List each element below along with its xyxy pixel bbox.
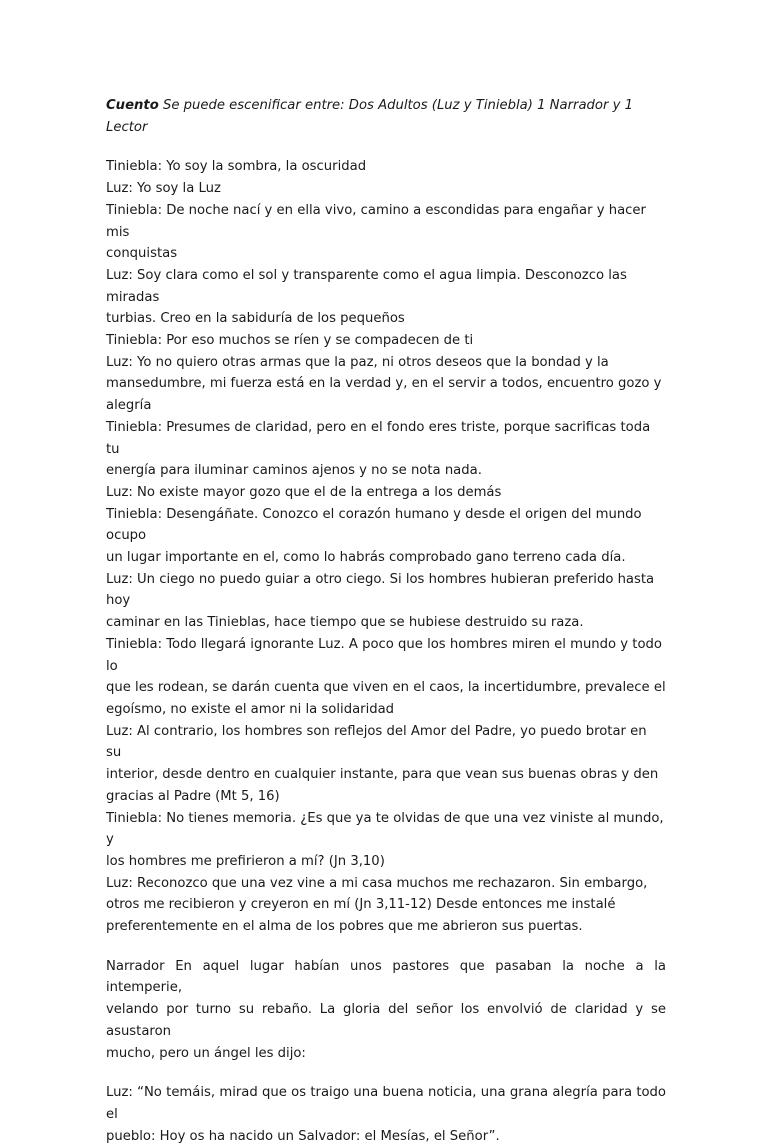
dialogue-line: egoísmo, no existe el amor ni la solidaridad [106,701,395,717]
dialogue-line: Luz: Yo no quiero otras armas que la paz, ni otros deseos que la bondad y la [106,354,609,370]
dialogue-line: Luz: Un ciego no puedo guiar a otro ciego. Si los hombres hubieran preferido hasta hoy [106,571,655,609]
dialogue-line: un lugar importante en el, como lo habrás comprobado gano terreno cada día. [106,550,626,566]
dialogue-line: Tiniebla: Todo llegará ignorante Luz. A poco que los hombres miren el mundo y todo lo [106,636,662,674]
dialogue-line: Luz: Reconozco que una vez vine a mi casa muchos me rechazaron. Sin embargo, [106,875,648,891]
heading-title: Cuento [106,98,159,113]
dialogue-line: conquistas [106,246,178,262]
dialogue-line: interior, desde dentro en cualquier instante, para que vean sus buenas obras y den [106,767,659,783]
document-heading [106,95,666,138]
dialogue-line: que les rodean, se darán cuenta que viven en el caos, la incertidumbre, prevalece el [106,680,666,696]
dialogue-line: Tiniebla: Por eso muchos se ríen y se compadecen de ti [106,333,474,349]
dialogue-line: Tiniebla: Presumes de claridad, pero en el fondo eres triste, porque sacrificas toda tu [106,419,651,457]
narrator-paragraph [106,956,666,1065]
dialogue-line: otros me recibieron y creyeron en mí (Jn 3,11-12) Desde entonces me instalé [106,897,616,913]
dialogue-line: Luz: Al contrario, los hombres son reflejos del Amor del Padre, yo puedo brotar en su [106,723,647,761]
narrator-line: Narrador En aquel lugar habían unos pastores que pasaban la noche a la intemperie, [106,958,666,996]
dialogue-line: mansedumbre, mi fuerza está en la verdad y, en el servir a todos, encuentro gozo y [106,376,662,392]
dialogue-line: Tiniebla: Desengáñate. Conozco el corazón humano y desde el origen del mundo ocupo [106,506,642,544]
dialogue-line: preferentemente en el alma de los pobres que me abrieron sus puertas. [106,919,583,935]
dialogue-line: caminar en las Tinieblas, hace tiempo que se hubiese destruido su raza. [106,615,584,631]
narrator-line: velando por turno su rebaño. La gloria del señor los envolvió de claridad y se asustaron [106,1002,666,1039]
luz-final-line: pueblo: Hoy os ha nacido un Salvador: el Mesías, el Señor”. [106,1128,500,1144]
dialogue-line: los hombres me prefirieron a mí? (Jn 3,10) [106,853,385,869]
dialogue-block [106,156,666,937]
luz-final-paragraph [106,1082,666,1147]
dialogue-line: energía para iluminar caminos ajenos y no se nota nada. [106,463,482,479]
dialogue-line: Luz: No existe mayor gozo que el de la entrega a los demás [106,484,502,500]
luz-final-line: Luz: “No temáis, mirad que os traigo una buena noticia, una grana alegría para todo el [106,1085,666,1122]
document-body [106,95,666,1147]
dialogue-line: alegría [106,398,152,414]
dialogue-line: Luz: Soy clara como el sol y transparente como el agua limpia. Desconozco las miradas [106,267,627,305]
dialogue-line: Tiniebla: No tienes memoria. ¿Es que ya te olvidas de que una vez viniste al mundo, y [106,810,664,848]
heading-subtitle: Se puede escenificar entre: Dos Adultos (Luz y Tiniebla) 1 Narrador y 1 Lector [106,98,633,135]
dialogue-line: Luz: Yo soy la Luz [106,181,221,197]
dialogue-line: Tiniebla: De noche nací y en ella vivo, camino a escondidas para engañar y hacer mis [106,202,646,240]
dialogue-line: gracias al Padre (Mt 5, 16) [106,788,280,804]
dialogue-line: Tiniebla: Yo soy la sombra, la oscuridad [106,159,367,175]
dialogue-line: turbias. Creo en la sabiduría de los pequeños [106,311,405,327]
narrator-line: mucho, pero un ángel les dijo: [106,1045,306,1061]
